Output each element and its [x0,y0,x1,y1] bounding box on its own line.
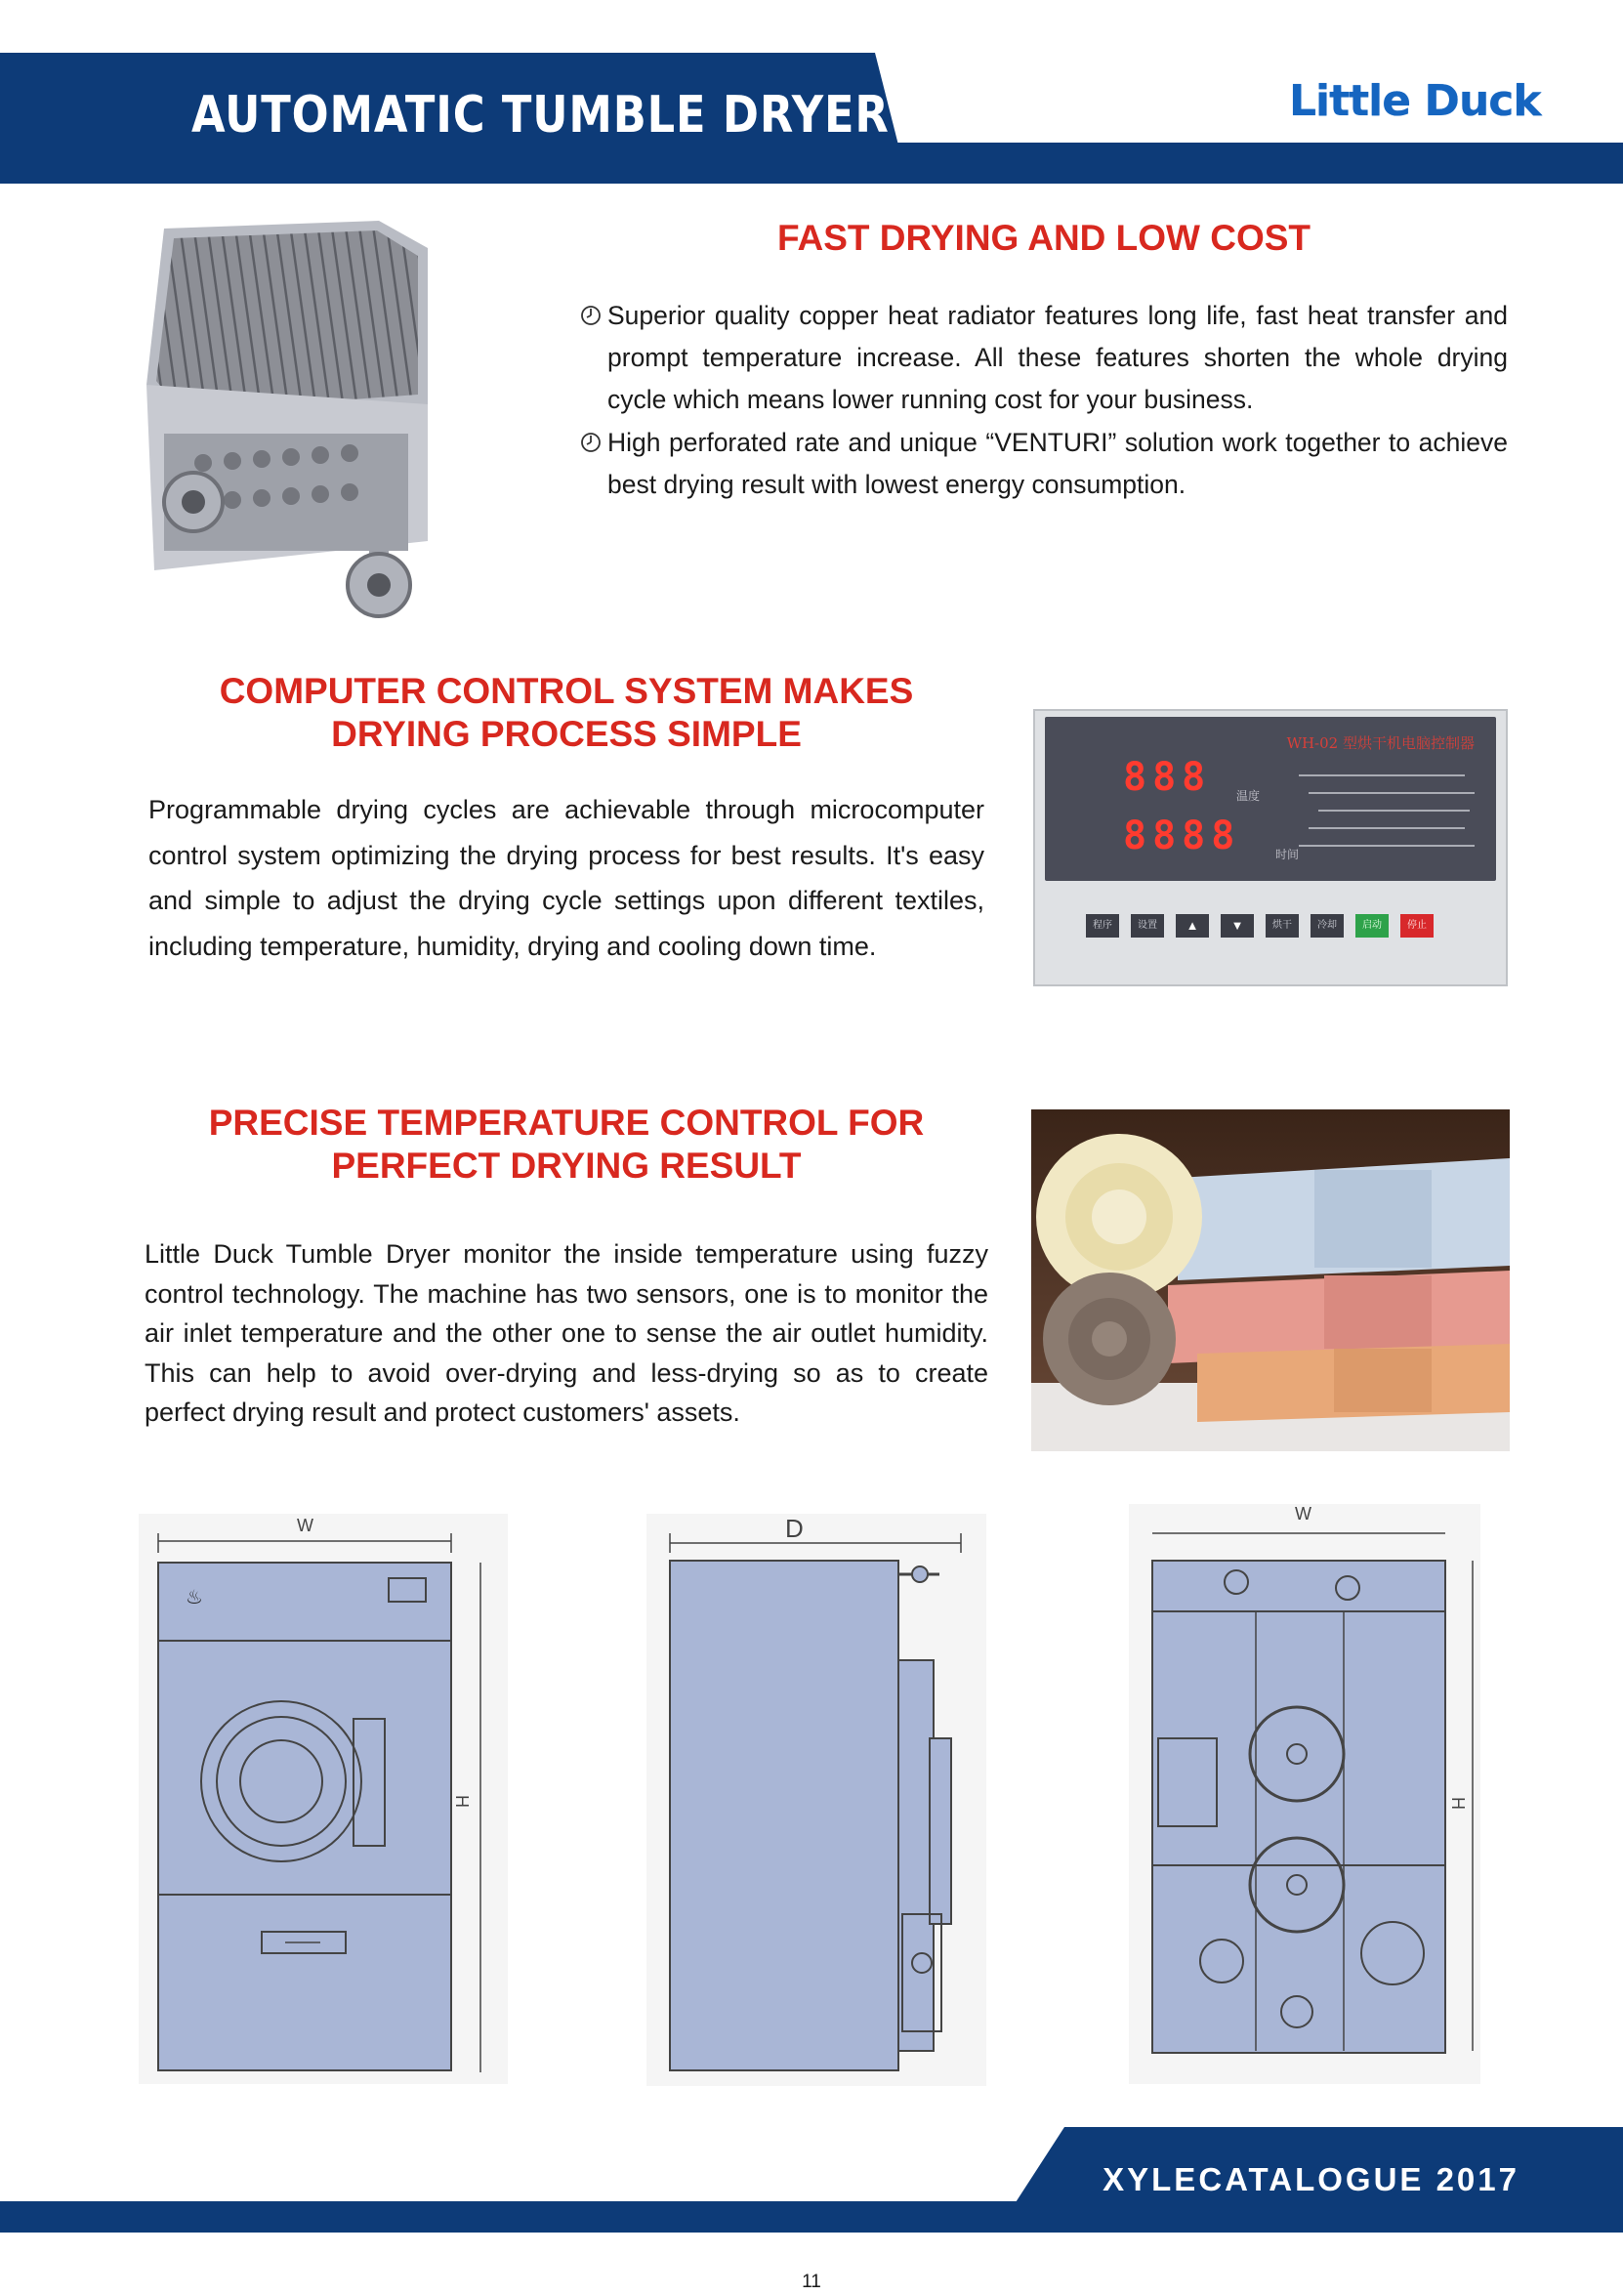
panel-button-row [1086,914,1434,938]
bullet-item [580,295,1508,421]
display-time: 8888 [1123,814,1241,858]
title-line: PERFECT DRYING RESULT [331,1146,802,1186]
back-dryer-drawing [1129,1504,1480,2084]
display-temperature: 888 [1123,755,1212,800]
bullet-text: Superior quality copper heat radiator features long life, fast heat transfer and prompt temperature increase. All these features shorten the whole drying cycle which means lower running cost for your business. [607,301,1508,414]
section-title-computer-control [146,670,986,756]
towels-photo [1031,1109,1510,1451]
panel-button-dry[interactable]: 烘干 [1266,914,1299,938]
clock-bullet-icon [580,432,602,453]
bullet-text: High perforated rate and unique “VENTURI” solution work together to achieve best drying result with lowest energy consumption. [607,428,1508,499]
radiator-illustration [135,209,471,629]
front-view-drawing [139,1514,508,2084]
panel-button-stop[interactable]: 停止 [1400,914,1434,938]
towels-illustration [1031,1109,1510,1451]
header-bar [0,143,1623,184]
clock-bullet-icon [580,305,602,326]
page-title: AUTOMATIC TUMBLE DRYER [191,86,890,145]
panel-button-cool[interactable]: 冷却 [1311,914,1344,938]
dimension-label-h: H [452,1795,472,1808]
title-line: DRYING PROCESS SIMPLE [331,714,802,754]
controller-panel-image [1033,709,1508,986]
section-title-fast-drying: FAST DRYING AND LOW COST [776,218,1311,258]
panel-button-start[interactable]: 启动 [1355,914,1389,938]
panel-model-label: WH-02 型烘干机电脑控制器 [1286,734,1475,752]
brand-logo: Little Duck [1289,76,1541,126]
copper-radiator-image [135,209,471,629]
title-line: PRECISE TEMPERATURE CONTROL FOR [208,1103,925,1143]
back-view-drawing [1129,1504,1480,2084]
page-number: 11 [802,2272,821,2292]
side-dryer-drawing [646,1514,986,2086]
panel-display-area [1045,717,1496,881]
dimension-label-w: W [1295,1504,1311,1524]
section-title-precise-temperature [146,1102,986,1188]
dimension-label-w: W [297,1516,313,1535]
catalogue-label: XYLECATALOGUE 2017 [1103,2161,1519,2197]
title-line: COMPUTER CONTROL SYSTEM MAKES [219,671,914,711]
display-unit-label: 温度 [1236,789,1261,803]
svg-text:♨: ♨ [186,1585,203,1608]
panel-decorative-lines [1299,766,1484,863]
bullet-item [580,422,1508,506]
dimension-label-h: H [1448,1797,1468,1810]
panel-button-program[interactable]: 程序 [1086,914,1119,938]
temperature-control-paragraph: Little Duck Tumble Dryer monitor the inside temperature using fuzzy control technology. The machine has two sensors, one is to monitor the air inlet temperature and the other one to sense the air outlet humidity. This can help to avoid over-drying and less-drying so as to create perfect drying result and protect customers' assets. [145,1239,988,1427]
dimension-label-d: D [785,1514,804,1543]
footer-bar [0,2201,1623,2233]
panel-button-set[interactable]: 设置 [1131,914,1164,938]
panel-button-down[interactable]: ▼ [1221,914,1254,938]
display-unit-label: 时间 [1275,848,1300,861]
panel-button-up[interactable]: ▲ [1176,914,1209,938]
fast-drying-bullets [580,295,1508,507]
side-view-drawing [646,1514,986,2086]
computer-control-paragraph: Programmable drying cycles are achievable through microcomputer control system optimizing the drying process for best results. It's easy and simple to adjust the drying cycle settings upon different textiles, including temperature, humidity, drying and cooling down time. [148,795,984,961]
